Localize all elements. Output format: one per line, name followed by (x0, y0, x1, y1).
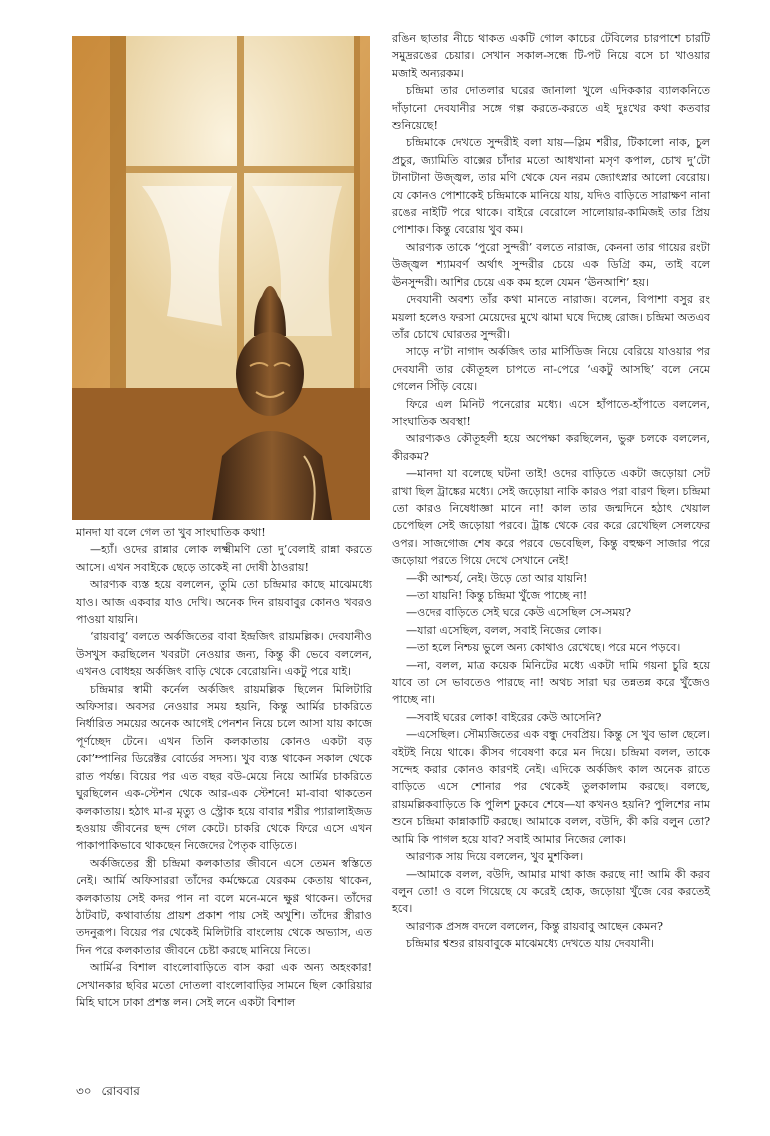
paragraph: ‘রায়বাবু’ বলতে অর্কজিতের বাবা ইন্দ্রজিৎ রায়মল্লিক। দেবযানীও উসখুস করছিলেন খবরটা নেওয়ার জন্য, কিন্তু কী ভেবে বললেন, এখনও বোধহয় অর্কজিৎ বাড়ি থেকে বেরোয়নি। একটু পরে যাই। (76, 630, 372, 679)
paragraph: সাড়ে ন’টা নাগাদ অর্কজিৎ তার মার্সিডিজ নিয়ে বেরিয়ে যাওয়ার পর দেবযানী তার কৌতূহল চাপতে না-পেরে ‘একটু আসছি’ বলে নেমে গেলেন সিঁড়ি বেয়ে। (392, 345, 710, 394)
paragraph: আরণ্যকও কৌতূহলী হয়ে অপেক্ষা করছিলেন, ভুরু চলকে বললেন, কীরকম? (392, 432, 710, 463)
paragraph: আর্মি-র বিশাল বাংলোবাড়িতে বাস করা এক অন্য অহংকার! সেখানকার ছবির মতো দোতলা বাংলোবাড়ির সামনে ছিল কোরিয়ার মিহি ঘাসে ঢাকা প্রশস্ত লন। সেই লনে একটা বিশাল (76, 961, 372, 1009)
paragraph: —হ্যাঁ। ওদের রান্নার লোক লক্ষ্মীমণি তো দু’বেলাই রান্না করতে আসে। এখন সবাইকে ছেড়ে তাকেই না দোষী ঠাওরায়! (76, 543, 372, 574)
paragraph: আরণ্যক সায় দিয়ে বললেন, খুব মুশকিল। (406, 850, 584, 864)
paragraph: —ওদের বাড়িতে সেই ঘরে কেউ এসেছিল সে-সময়? (406, 606, 631, 620)
idol-painting (72, 36, 370, 520)
paragraph: চন্দ্রিমা তার দোতলার ঘরের জানালা খুলে এদিককার ব্যালকনিতে দাঁড়ানো দেবযানীর সঙ্গে গল্প করতে-করতে এই দুঃখের কথা কতবার শুনিয়েছে! (392, 84, 710, 133)
paragraph: —যারা এসেছিল, বলল, সবাই নিজের লোক। (406, 623, 602, 637)
paragraph: —তা যায়নি! কিন্তু চন্দ্রিমা খুঁজে পাচ্ছে না! (406, 589, 588, 602)
paragraph: আরণ্যক তাকে ‘পুরো সুন্দরী’ বলতে নারাজ, কেননা তার গায়ের রংটা উজ্জ্বল শ্যামবর্ণ অর্থাৎ সুন্দরীর চেয়ে এক ডিগ্রি কম, তাই বলে ঊনসুন্দরী। আশির চেয়ে এক কম হলে যেমন ‘ঊনআশি’ হয়। (392, 240, 710, 289)
paragraph: আরণ্যক ব্যস্ত হয়ে বললেন, তুমি তো চন্দ্রিমার কাছে মাঝেমধ্যে যাও। আজ একবার যাও দেখি। অনেক দিন রায়বাবুর কোনও খবরও পাওয়া যায়নি। (76, 578, 372, 627)
magazine-name: রোববার (101, 1084, 140, 1098)
paragraph: —কী আশ্চর্য, নেই। উড়ে তো আর যায়নি! (406, 571, 588, 585)
paragraph: —মানদা যা বলেছে ঘটনা তাই! ওদের বাড়িতে একটা জড়োয়া সেট রাখা ছিল ট্রাঙ্কের মধ্যে। সেই জড়োয়া নাকি কারও পরা বারণ ছিল। চন্দ্রিমা তো কারও নিষেধাজ্ঞা মানে না! কাল তার জন্মদিনে হঠাৎ খেয়াল চেপেছিল সেই জড়োয়া পরবে। ট্রাঙ্ক থেকে বের করে রেখেছিল সেলফের ওপর। সাজগোজ শেষ করে পরবে ভেবেছিল, কিন্তু বহুক্ষণ সাজার পরে জড়োয়া পরতে গিয়ে দেখে সেখানে নেই! (392, 467, 710, 568)
paragraph: চন্দ্রিমার স্বামী কর্নেল অর্কজিৎ রায়মল্লিক ছিলেন মিলিটারি অফিসার। অবসর নেওয়ার সময় হয়নি, কিন্তু আর্মির চাকরিতে নির্ধারিত সময়ের অনেক আগেই পেনশন নিয়ে চলে আসা যায় কাজে পূর্ণচ্ছেদ টেনে। এখন তিনি কলকাতায় কোনও একটা বড় কো’ম্পানির ডিরেক্টর বোর্ডের সদস্য। খুব ব্যস্ত থাকেন সকাল থেকে রাত পর্যন্ত। বিয়ের পর এত বছর বউ-মেয়ে নিয়ে আর্মির চাকরিতে ঘুরছিলেন এক-স্টেশন থেকে আর-এক স্টেশনে! মা-বাবা থাকতেন কলকাতায়। হঠাৎ মা-র মৃত্যু ও স্ট্রোক হয়ে বাবার শরীর প্যারালাইজড হওয়ায় জীবনের ছন্দ গেল কেটে। চাকরি থেকে ফিরে এসে এখন পাকাপাকিভাবে থাকছেন নিজেদের পৈতৃক বাড়িতে। (76, 682, 372, 853)
paragraph: —এসেছিল। সৌম্যজিতের এক বন্ধু দেবপ্রিয়। কিন্তু সে খুব ভাল ছেলে। বইটই নিয়ে থাকে। কীসব গবেষণা করে মন দিয়ে। চন্দ্রিমা বলল, তাকে সন্দেহ করার কোনও কারণই নেই। এদিকে অর্কজিৎ কাল অনেক রাতে বাড়িতে এসে শোনার পর থেকেই তুলকালাম করছে। বলছে, রায়মল্লিকবাড়িতে কি পুলিশ ঢুকবে শেষে—যা কখনও হয়নি? পুলিশের নাম শুনে চন্দ্রিমা কান্নাকাটি করছে। আমাকে বলল, বউদি, কী করি বলুন তো? আমি কি পাগল হয়ে যাব? সবাই আমার নিজের লোক। (392, 728, 710, 846)
paragraph: —না, বলল, মাত্র কয়েক মিনিটের মধ্যে একটা দামি গয়না চুরি হয়ে যাবে তা সে ভাবতেও পারছে না! অথচ সারা ঘর তন্নতন্ন করে খুঁজেও পাচ্ছে না। (392, 658, 710, 707)
paragraph: রঙিন ছাতার নীচে থাকত একটি গোল কাচের টেবিলের চারপাশে চারটি সমুদ্ররঙের চেয়ার। সেখান সকাল-সন্ধে টি-পট নিয়ে বসে চা খাওয়ার মজাই অন্যরকম। (392, 32, 710, 80)
paragraph: চন্দ্রিমাকে দেখতে সুন্দরীই বলা যায়—স্লিম শরীর, টিকালো নাক, চুল প্রচুর, জ্যামিতি বাক্সের চাঁদার মতো আধখানা মসৃণ কপাল, চোখ দু’টো টানাটানা উজ্জ্বল, তার মণি থেকে যেন নরম জ্যোৎস্নার আলো বেরোয়। যে কোনও পোশাকেই চন্দ্রিমাকে মানিয়ে যায়, যদিও বাড়িতে সারাক্ষণ নানা রঙের নাইটি পরে থাকে। বাইরে বেরোলে সালোয়ার-কামিজই তার প্রিয় পোশাক। কিন্তু বেরোয় খুব কম। (392, 136, 710, 237)
story-illustration (72, 36, 370, 520)
text-column-right (392, 30, 710, 953)
paragraph: আরণ্যক প্রসঙ্গ বদলে বললেন, কিন্তু রায়বাবু আছেন কেমন? (406, 919, 663, 933)
paragraph: ফিরে এল মিনিট পনেরোর মধ্যে। এসে হাঁপাতে-হাঁপাতে বললেন, সাংঘাতিক অবস্থা! (392, 397, 710, 428)
paragraph: অর্কজিতের স্ত্রী চন্দ্রিমা কলকাতার জীবনে এসে তেমন স্বস্তিতে নেই। আর্মি অফিসাররা তাঁদের কর্মক্ষেত্রে যেরকম কেতায় থাকেন, কলকাতায় সেই কদর পান না বলে মনে-মনে ক্ষুণ্ণ থাকেন। তাঁদের ঠাটবাট, কথাবার্তায় প্রায়শ প্রকাশ পায় সেই অখুশি। তাঁদের স্ত্রীরাও তদনুরূপ। বিয়ের পর থেকেই মিলিটারি বাংলোয় থেকে অভ্যাস, এত দিন পরে কলকাতার জীবনে চেষ্টা করছে মানিয়ে নিতে। (76, 856, 372, 957)
paragraph: —আমাকে বলল, বউদি, আমার মাথা কাজ করছে না! আমি কী করব বলুন তো! ও বলে গিয়েছে যে করেই হোক, জড়োয়া খুঁজে বের করতেই হবে। (392, 867, 710, 916)
paragraph: —তা হলে নিশ্চয় ভুলে অন্য কোথাও রেখেছে। পরে মনে পড়বে। (406, 641, 681, 655)
page-footer (76, 1083, 146, 1103)
page-number: ৩০ (76, 1084, 92, 1098)
paragraph: মানদা যা বলে গেল তা খুব সাংঘাতিক কথা! (76, 526, 266, 539)
paragraph: দেবযানী অবশ্য তাঁর কথা মানতে নারাজ। বলেন, বিপাশা বসুর রং ময়লা হলেও ফরসা মেয়েদের মুখে ঝামা ঘষে দিচ্ছে রোজ। চন্দ্রিমা অতএব তাঁর চোখে ঘোরতর সুন্দরী। (392, 293, 710, 341)
paragraph: —সবাই ঘরের লোক! বাইরের কেউ আসেনি? (406, 710, 602, 724)
text-column-left (76, 524, 372, 1011)
paragraph: চন্দ্রিমার শ্বশুর রায়বাবুকে মাঝেমধ্যে দেখতে যায় দেবযানী। (406, 937, 654, 951)
